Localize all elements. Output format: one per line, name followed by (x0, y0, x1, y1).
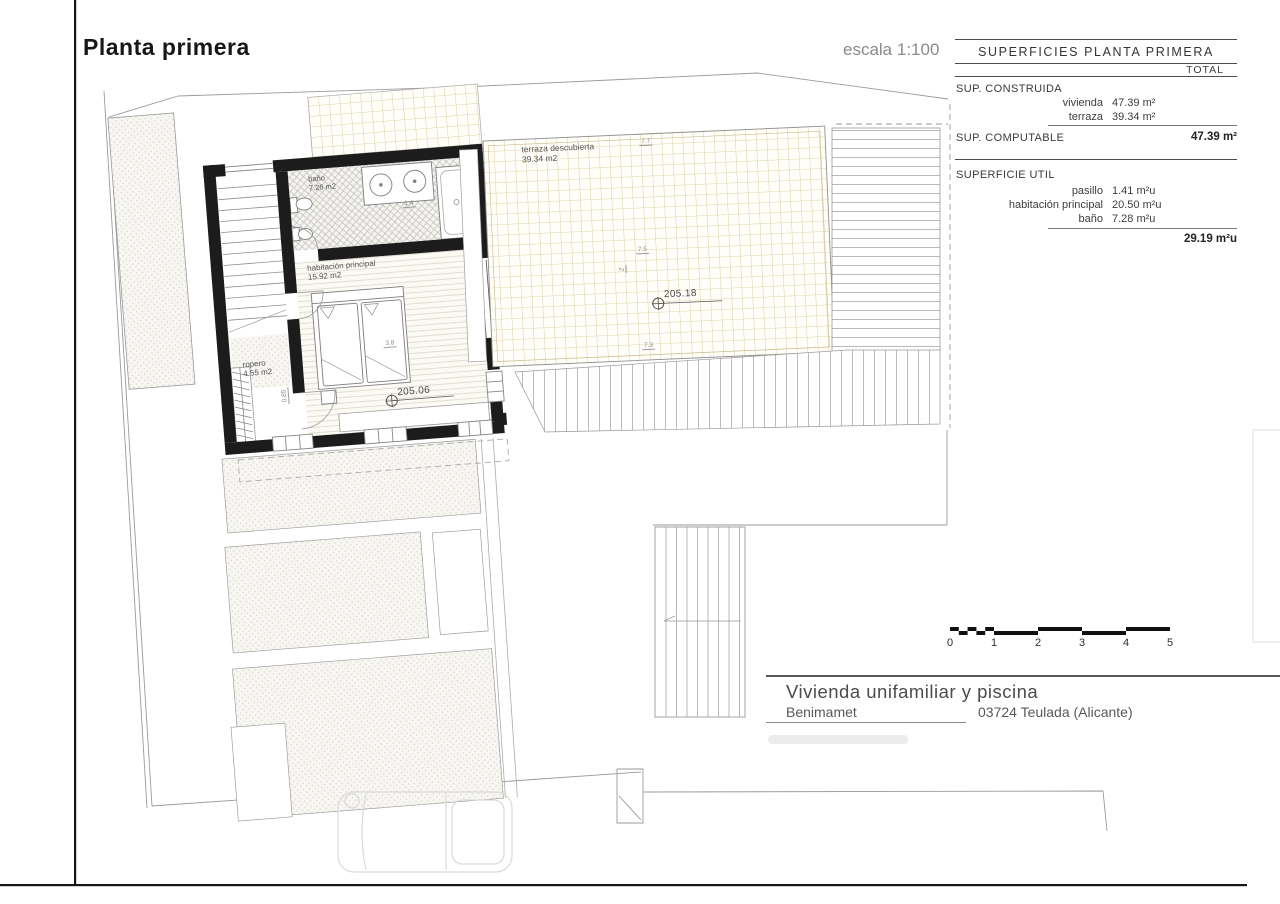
room-area: 39.34 m2 (521, 152, 558, 165)
level-value: 205.06 (396, 384, 431, 399)
title-block-rule (766, 722, 966, 723)
room-area: 15.92 m2 (307, 270, 342, 283)
room-name: terraza descubierta (521, 141, 595, 155)
computable-section-label: SUP. COMPUTABLE (956, 132, 1065, 144)
row-label: habitación principal (1008, 199, 1103, 211)
pergola-louvers (832, 128, 940, 352)
row-value: 39.34 m² (1112, 111, 1156, 123)
row-value: 1.41 m²u (1112, 185, 1156, 197)
useful-section-label: SUPERFICIE UTIL (956, 169, 1055, 181)
project-address: 03724 Teulada (Alicante) (978, 704, 1133, 720)
row-label: pasillo (1071, 185, 1103, 197)
table-rule (1048, 125, 1237, 126)
dimension-text: 2 (618, 265, 626, 273)
scale-tick: 3 (1078, 637, 1086, 649)
row-label: vivienda (1062, 97, 1103, 109)
dimension-text: 3.8 (383, 339, 397, 348)
table-rule (955, 76, 1237, 77)
table-total-header: TOTAL (1186, 64, 1224, 76)
dimension-text: 7.3 (642, 342, 655, 351)
level-value: 205.18 (663, 287, 698, 301)
scale-tick: 4 (1122, 637, 1130, 649)
scale-bar (950, 627, 1170, 635)
page-title: Planta primera (83, 34, 250, 60)
project-title: Vivienda unifamiliar y piscina (786, 681, 1039, 702)
useful-total: 29.19 m²u (1183, 233, 1237, 245)
constructed-section-label: SUP. CONSTRUIDA (956, 83, 1063, 95)
room-area: 7.26 m2 (308, 181, 337, 193)
exterior-staircase (655, 527, 745, 717)
edge-fragment (1253, 430, 1280, 642)
scale-note: escala 1:100 (843, 40, 940, 59)
scan-smudge (768, 735, 908, 744)
dimension-text: 1.4 (402, 199, 416, 208)
dimension-text: 0.85 (280, 387, 289, 404)
sheet-border-bottom (0, 884, 1247, 886)
row-value: 20.50 m²u (1112, 199, 1162, 211)
computable-total: 47.39 m² (1190, 131, 1237, 143)
table-title: SUPERFICIES PLANTA PRIMERA (978, 45, 1214, 59)
dimension-text: 7.7 (639, 138, 652, 147)
project-location: Benimamet (786, 704, 857, 720)
planter-bed (108, 113, 195, 389)
table-rule (955, 39, 1237, 40)
scale-tick: 2 (1034, 637, 1042, 649)
sheet-border-left (74, 0, 76, 886)
table-rule (1048, 228, 1237, 229)
row-value: 7.28 m²u (1112, 213, 1156, 225)
scale-tick: 0 (946, 637, 954, 649)
dimension-text: 7.5 (636, 246, 649, 255)
title-block-rule (766, 675, 1280, 677)
scale-tick: 5 (1166, 637, 1174, 649)
garden-beds (210, 437, 535, 821)
scale-tick: 1 (990, 637, 998, 649)
room-name: ropero (242, 358, 266, 370)
row-label: baño (1078, 213, 1103, 225)
row-label: terraza (1068, 111, 1103, 123)
terrace-group (459, 126, 835, 368)
room-name: baño (307, 173, 326, 184)
room-area: 4.55 m2 (242, 367, 273, 379)
room-name: habitación principal (306, 258, 376, 273)
table-rule (955, 159, 1237, 160)
terrace-tiles (483, 126, 835, 367)
row-value: 47.39 m² (1112, 97, 1156, 109)
